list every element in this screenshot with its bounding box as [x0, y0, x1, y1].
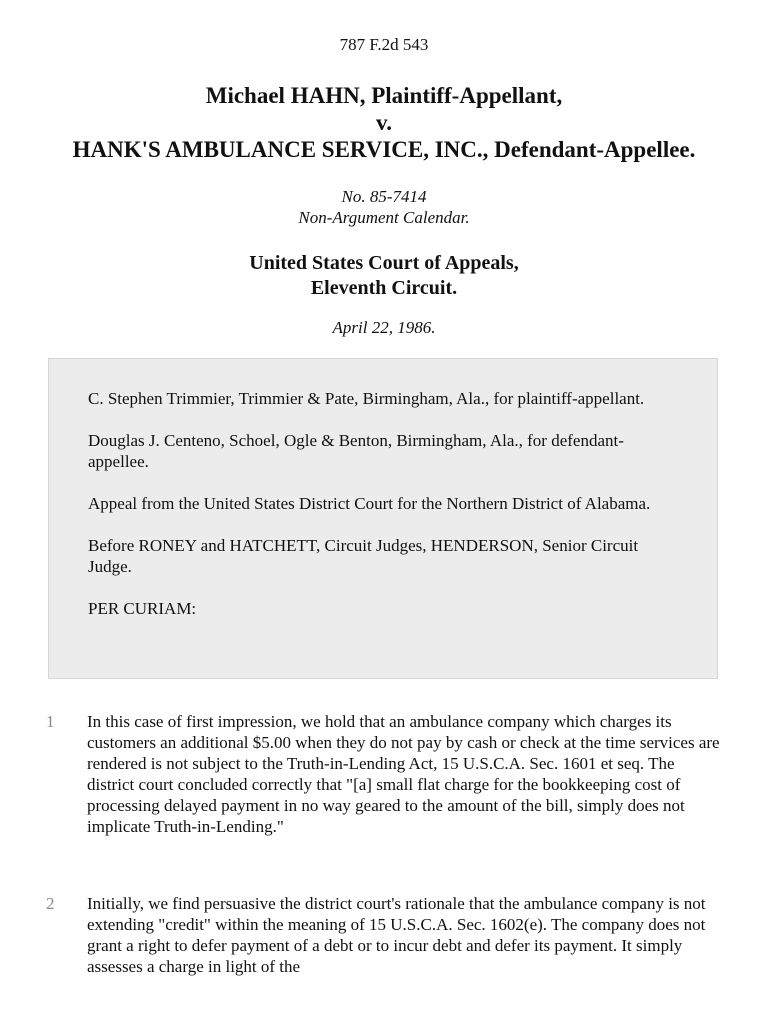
paragraph-number: 2 — [46, 894, 55, 913]
paragraph-number: 1 — [46, 712, 55, 731]
court-line-2: Eleventh Circuit. — [310, 277, 458, 299]
defendant-line: HANK'S AMBULANCE SERVICE, INC., Defendant-Appellee. — [72, 137, 696, 162]
court-name — [0, 251, 768, 301]
docket-info — [0, 186, 768, 228]
appeal-origin: Appeal from the United States District Court for the Northern District of Alabama. — [88, 494, 651, 513]
calendar-type: Non-Argument Calendar. — [298, 208, 470, 227]
case-parties — [0, 82, 768, 163]
per-curiam: PER CURIAM: — [88, 599, 197, 618]
plaintiff-line: Michael HAHN, Plaintiff-Appellant, — [205, 83, 563, 108]
judges-panel: Before RONEY and HATCHETT, Circuit Judges, HENDERSON, Senior Circuit Judge. — [88, 536, 639, 576]
paragraph-text: Initially, we find persuasive the district court's rationale that the ambulance company is not extending "credit" within the meaning of 15 U.S.C.A. Sec. 1602(e). The company does not grant a right to defer payment of a debt or to incur debt and defer its payment. It simply assesses a charge in light of the — [87, 894, 706, 976]
case-citation: 787 F.2d 543 — [339, 35, 429, 54]
versus-line: v. — [376, 110, 392, 135]
court-line-1: United States Court of Appeals, — [249, 252, 519, 274]
plaintiff-counsel: C. Stephen Trimmier, Trimmier & Pate, Birmingham, Ala., for plaintiff-appellant. — [88, 389, 645, 408]
decision-date: April 22, 1986. — [332, 318, 436, 337]
defendant-counsel: Douglas J. Centeno, Schoel, Ogle & Benton, Birmingham, Ala., for defendant-appellee. — [88, 431, 624, 471]
paragraph-text: In this case of first impression, we hold that an ambulance company which charges its customers an additional $5.00 when they do not pay by cash or check at the time services are rendered is not subject to the Truth-in-Lending Act, 15 U.S.C.A. Sec. 1601 et seq. The district court concluded correctly that "[a] small flat charge for the bookkeeping cost of processing delayed payment in no way geared to the amount of the bill, simply does not implicate Truth-in-Lending." — [87, 712, 720, 836]
docket-number: No. 85-7414 — [341, 187, 427, 206]
counsel-box — [48, 358, 718, 679]
